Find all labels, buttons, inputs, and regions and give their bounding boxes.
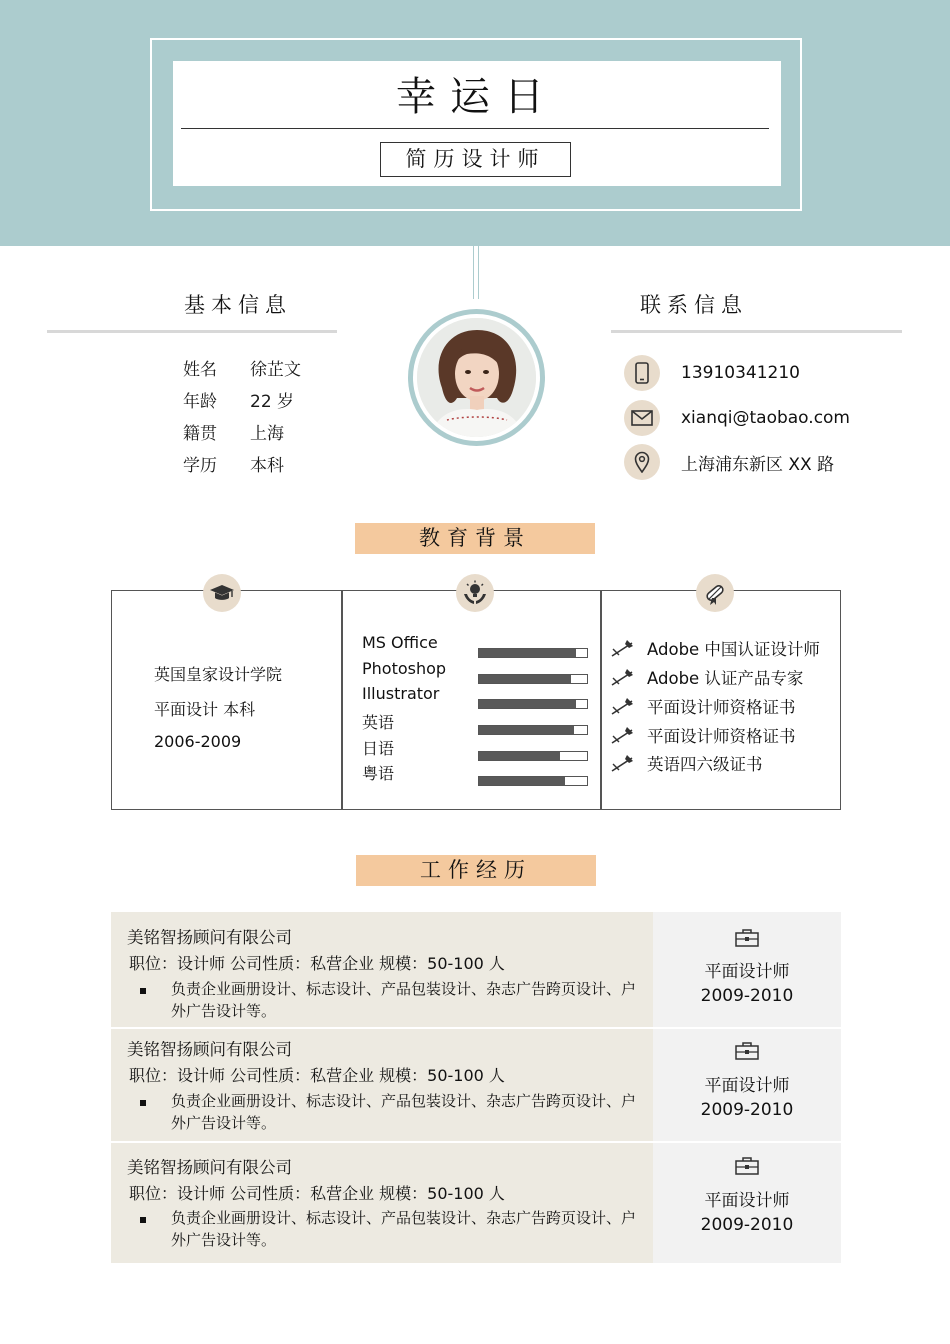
job-duty: 负责企业画册设计、标志设计、产品包装设计、杂志广告跨页设计、户外广告设计等。 — [171, 1092, 637, 1132]
skill-level-bar — [478, 674, 588, 684]
certificate-item: 英语四六级证书 — [610, 751, 763, 775]
job-subtitle: 简历设计师 — [380, 142, 571, 177]
education-column-divider — [341, 590, 343, 810]
briefcase-icon — [735, 929, 759, 947]
certificate-item: 平面设计师资格证书 — [610, 694, 796, 718]
company-name: 美铭智扬顾问有限公司 — [127, 928, 292, 947]
certificate-icon — [610, 754, 634, 772]
job-duty: 负责企业画册设计、标志设计、产品包装设计、杂志广告跨页设计、户外广告设计等。 — [171, 980, 637, 1020]
skill-level-bar — [478, 776, 588, 786]
info-row-age: 年龄 22 岁 — [183, 392, 295, 412]
skill-level-bar — [478, 699, 588, 709]
job-period: 2009-2010 — [700, 1215, 794, 1235]
certificate-icon — [610, 697, 634, 715]
contact-email — [624, 400, 850, 436]
study-period: 2006-2009 — [154, 732, 242, 751]
job-entry — [111, 1143, 841, 1263]
company-name: 美铭智扬顾问有限公司 — [127, 1158, 292, 1177]
location-pin-icon — [624, 444, 660, 480]
info-row-hometown: 籍贯 上海 — [183, 424, 284, 444]
connector-line — [473, 211, 479, 299]
certificate-item: Adobe 中国认证设计师 — [610, 636, 820, 660]
basic-info-divider — [47, 330, 337, 333]
briefcase-icon — [735, 1157, 759, 1175]
skill-name: 日语 — [362, 739, 395, 758]
title-divider — [181, 128, 769, 129]
email-address[interactable]: xianqi@taobao.com — [681, 408, 850, 428]
major-degree: 平面设计 本科 — [154, 700, 256, 719]
basic-info-heading: 基本信息 — [184, 293, 292, 317]
job-meta: 职位：设计师 公司性质：私营企业 规模：50-100 人 — [129, 1066, 505, 1085]
education-column-divider — [600, 590, 602, 810]
work-heading: 工作经历 — [356, 855, 596, 886]
job-meta: 职位：设计师 公司性质：私营企业 规模：50-100 人 — [129, 954, 505, 973]
contact-divider — [611, 330, 902, 333]
skill-name: 英语 — [362, 713, 395, 732]
title-card — [173, 61, 781, 186]
certificate-item: 平面设计师资格证书 — [610, 723, 796, 747]
skill-level-bar — [478, 648, 588, 658]
skill-name: Photoshop — [362, 659, 447, 678]
skill-level-bar — [478, 725, 588, 735]
certificate-icon — [610, 726, 634, 744]
phone-number: 13910341210 — [681, 363, 800, 383]
job-role: 平面设计师 — [704, 1191, 790, 1211]
contact-phone — [624, 355, 800, 391]
skill-name: MS Office — [362, 633, 438, 652]
briefcase-icon — [735, 1042, 759, 1060]
job-entry — [111, 1029, 841, 1141]
bullet-marker — [140, 988, 146, 994]
job-entry — [111, 912, 841, 1027]
diploma-icon — [696, 574, 734, 612]
lightbulb-idea-icon — [456, 574, 494, 612]
bullet-marker — [140, 1217, 146, 1223]
certificate-icon — [610, 639, 634, 657]
info-row-education: 学历 本科 — [183, 456, 284, 476]
candidate-name: 幸运日 — [396, 74, 558, 120]
mail-icon — [624, 400, 660, 436]
skill-level-bar — [478, 751, 588, 761]
job-meta: 职位：设计师 公司性质：私营企业 规模：50-100 人 — [129, 1184, 505, 1203]
contact-heading: 联系信息 — [640, 293, 748, 317]
job-role: 平面设计师 — [704, 1076, 790, 1096]
company-name: 美铭智扬顾问有限公司 — [127, 1040, 292, 1059]
portrait-photo — [417, 318, 536, 437]
school-name: 英国皇家设计学院 — [154, 665, 283, 684]
job-period: 2009-2010 — [700, 1100, 794, 1120]
graduation-cap-icon — [203, 574, 241, 612]
phone-icon — [624, 355, 660, 391]
info-row-name: 姓名 徐芷文 — [183, 360, 301, 380]
avatar — [408, 309, 545, 446]
contact-address — [624, 444, 834, 480]
certificate-icon — [610, 668, 634, 686]
job-period: 2009-2010 — [700, 986, 794, 1006]
certificate-item: Adobe 认证产品专家 — [610, 665, 803, 689]
education-heading: 教育背景 — [355, 523, 595, 554]
home-address: 上海浦东新区 XX 路 — [681, 454, 835, 475]
bullet-marker — [140, 1100, 146, 1106]
job-duty: 负责企业画册设计、标志设计、产品包装设计、杂志广告跨页设计、户外广告设计等。 — [171, 1209, 637, 1249]
job-role: 平面设计师 — [704, 962, 790, 982]
skill-name: 粤语 — [362, 764, 395, 783]
skill-name: Illustrator — [362, 684, 440, 703]
